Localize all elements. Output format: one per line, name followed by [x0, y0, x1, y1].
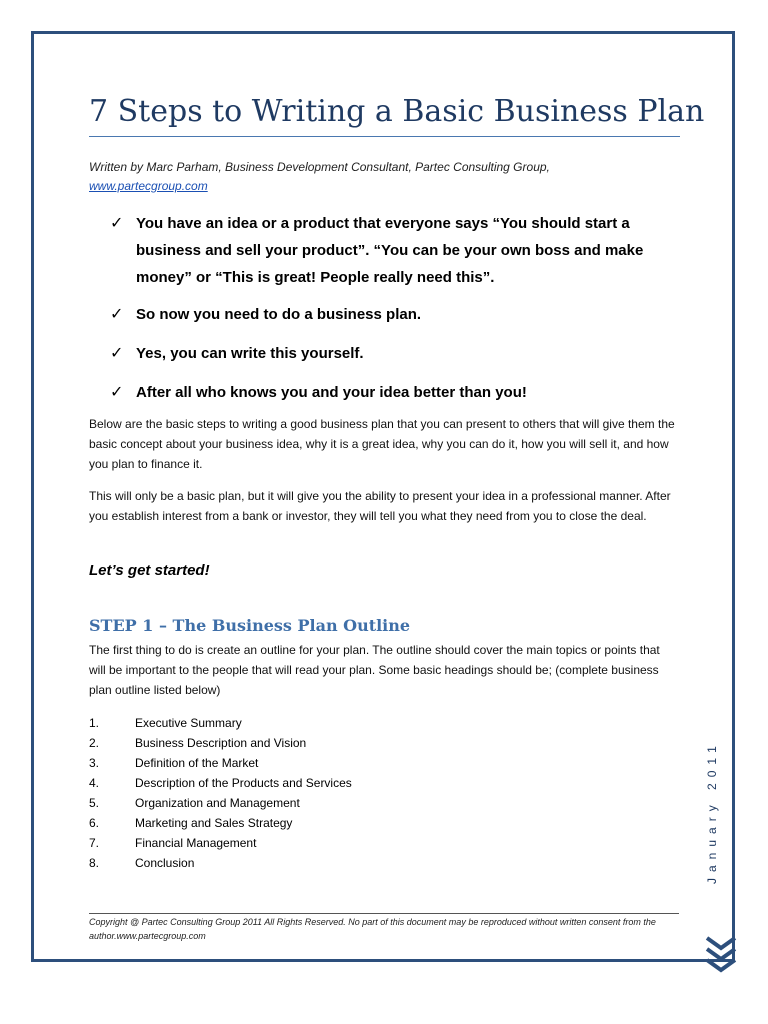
list-item — [108, 379, 668, 406]
outline-number: 4. — [89, 776, 100, 790]
basic-plan-paragraph: This will only be a basic plan, but it will give you the ability to present your idea in a professional manner. After you establish interest from a bank or investor, they will tell you what they need from you to close the deal. — [89, 489, 671, 523]
outline-number: 3. — [89, 756, 100, 770]
chevron-down-icon — [704, 936, 738, 976]
outline-number: 5. — [89, 796, 100, 810]
outline-list — [89, 713, 489, 873]
outline-label: Marketing and Sales Strategy — [135, 816, 293, 830]
byline — [89, 158, 689, 196]
byline-text: Written by Marc Parham, Business Development Consultant, Partec Consulting Group, — [89, 160, 550, 174]
outline-number: 8. — [89, 856, 100, 870]
outline-label: Definition of the Market — [135, 756, 259, 770]
bullet-text: Yes, you can write this yourself. — [136, 345, 364, 362]
list-item — [89, 753, 489, 773]
outline-number: 7. — [89, 836, 100, 850]
list-item — [108, 301, 668, 328]
list-item — [108, 340, 668, 367]
footer-rule — [89, 913, 679, 914]
outline-label: Business Description and Vision — [135, 736, 307, 750]
outline-number: 2. — [89, 736, 100, 750]
key-points-list — [108, 210, 668, 406]
outline-label: Conclusion — [135, 856, 195, 870]
title-underline — [89, 136, 680, 137]
website-link[interactable]: www.partecgroup.com — [89, 179, 208, 193]
list-item — [89, 813, 489, 833]
list-item — [89, 733, 489, 753]
list-item — [89, 773, 489, 793]
intro-paragraph: Below are the basic steps to writing a good business plan that you can present to others that will give them the basic concept about your business idea, why it is a great idea, why you can do it, how you will sell it, and how you plan to finance it. — [89, 417, 675, 471]
side-date: January 2011 — [705, 740, 719, 884]
bullet-text: After all who knows you and your idea better than you! — [136, 384, 527, 401]
check-icon: ✓ — [110, 384, 124, 401]
bullet-text: You have an idea or a product that everyone says “You should start a business and sell your product”. “You can be your own boss and make money” or “This is great! People really need this”. — [136, 215, 644, 286]
outline-label: Organization and Management — [135, 796, 300, 810]
bullet-text: So now you need to do a business plan. — [136, 306, 422, 323]
outline-label: Financial Management — [135, 836, 257, 850]
step1-heading: STEP 1 – The Business Plan Outline — [89, 616, 411, 635]
step1-paragraph: The first thing to do is create an outline for your plan. The outline should cover the main topics or points that will be important to the people that will read your plan. Some basic headings should be; (complete business plan outline listed below) — [89, 643, 660, 697]
list-item — [89, 713, 489, 733]
lets-get-started: Let’s get started! — [89, 562, 210, 579]
document-title: 7 Steps to Writing a Basic Business Plan — [89, 94, 705, 129]
check-icon: ✓ — [110, 345, 124, 362]
check-icon: ✓ — [110, 306, 124, 323]
outline-number: 6. — [89, 816, 100, 830]
outline-label: Description of the Products and Services — [135, 776, 352, 790]
check-icon: ✓ — [110, 215, 124, 232]
list-item — [89, 793, 489, 813]
outline-label: Executive Summary — [135, 716, 242, 730]
outline-number: 1. — [89, 716, 100, 730]
copyright-footer: Copyright @ Partec Consulting Group 2011 All Rights Reserved. No part of this document may be reproduced without written consent from the author.www.partecgroup.com — [89, 917, 656, 941]
list-item — [89, 853, 489, 873]
list-item — [89, 833, 489, 853]
list-item — [108, 210, 668, 291]
